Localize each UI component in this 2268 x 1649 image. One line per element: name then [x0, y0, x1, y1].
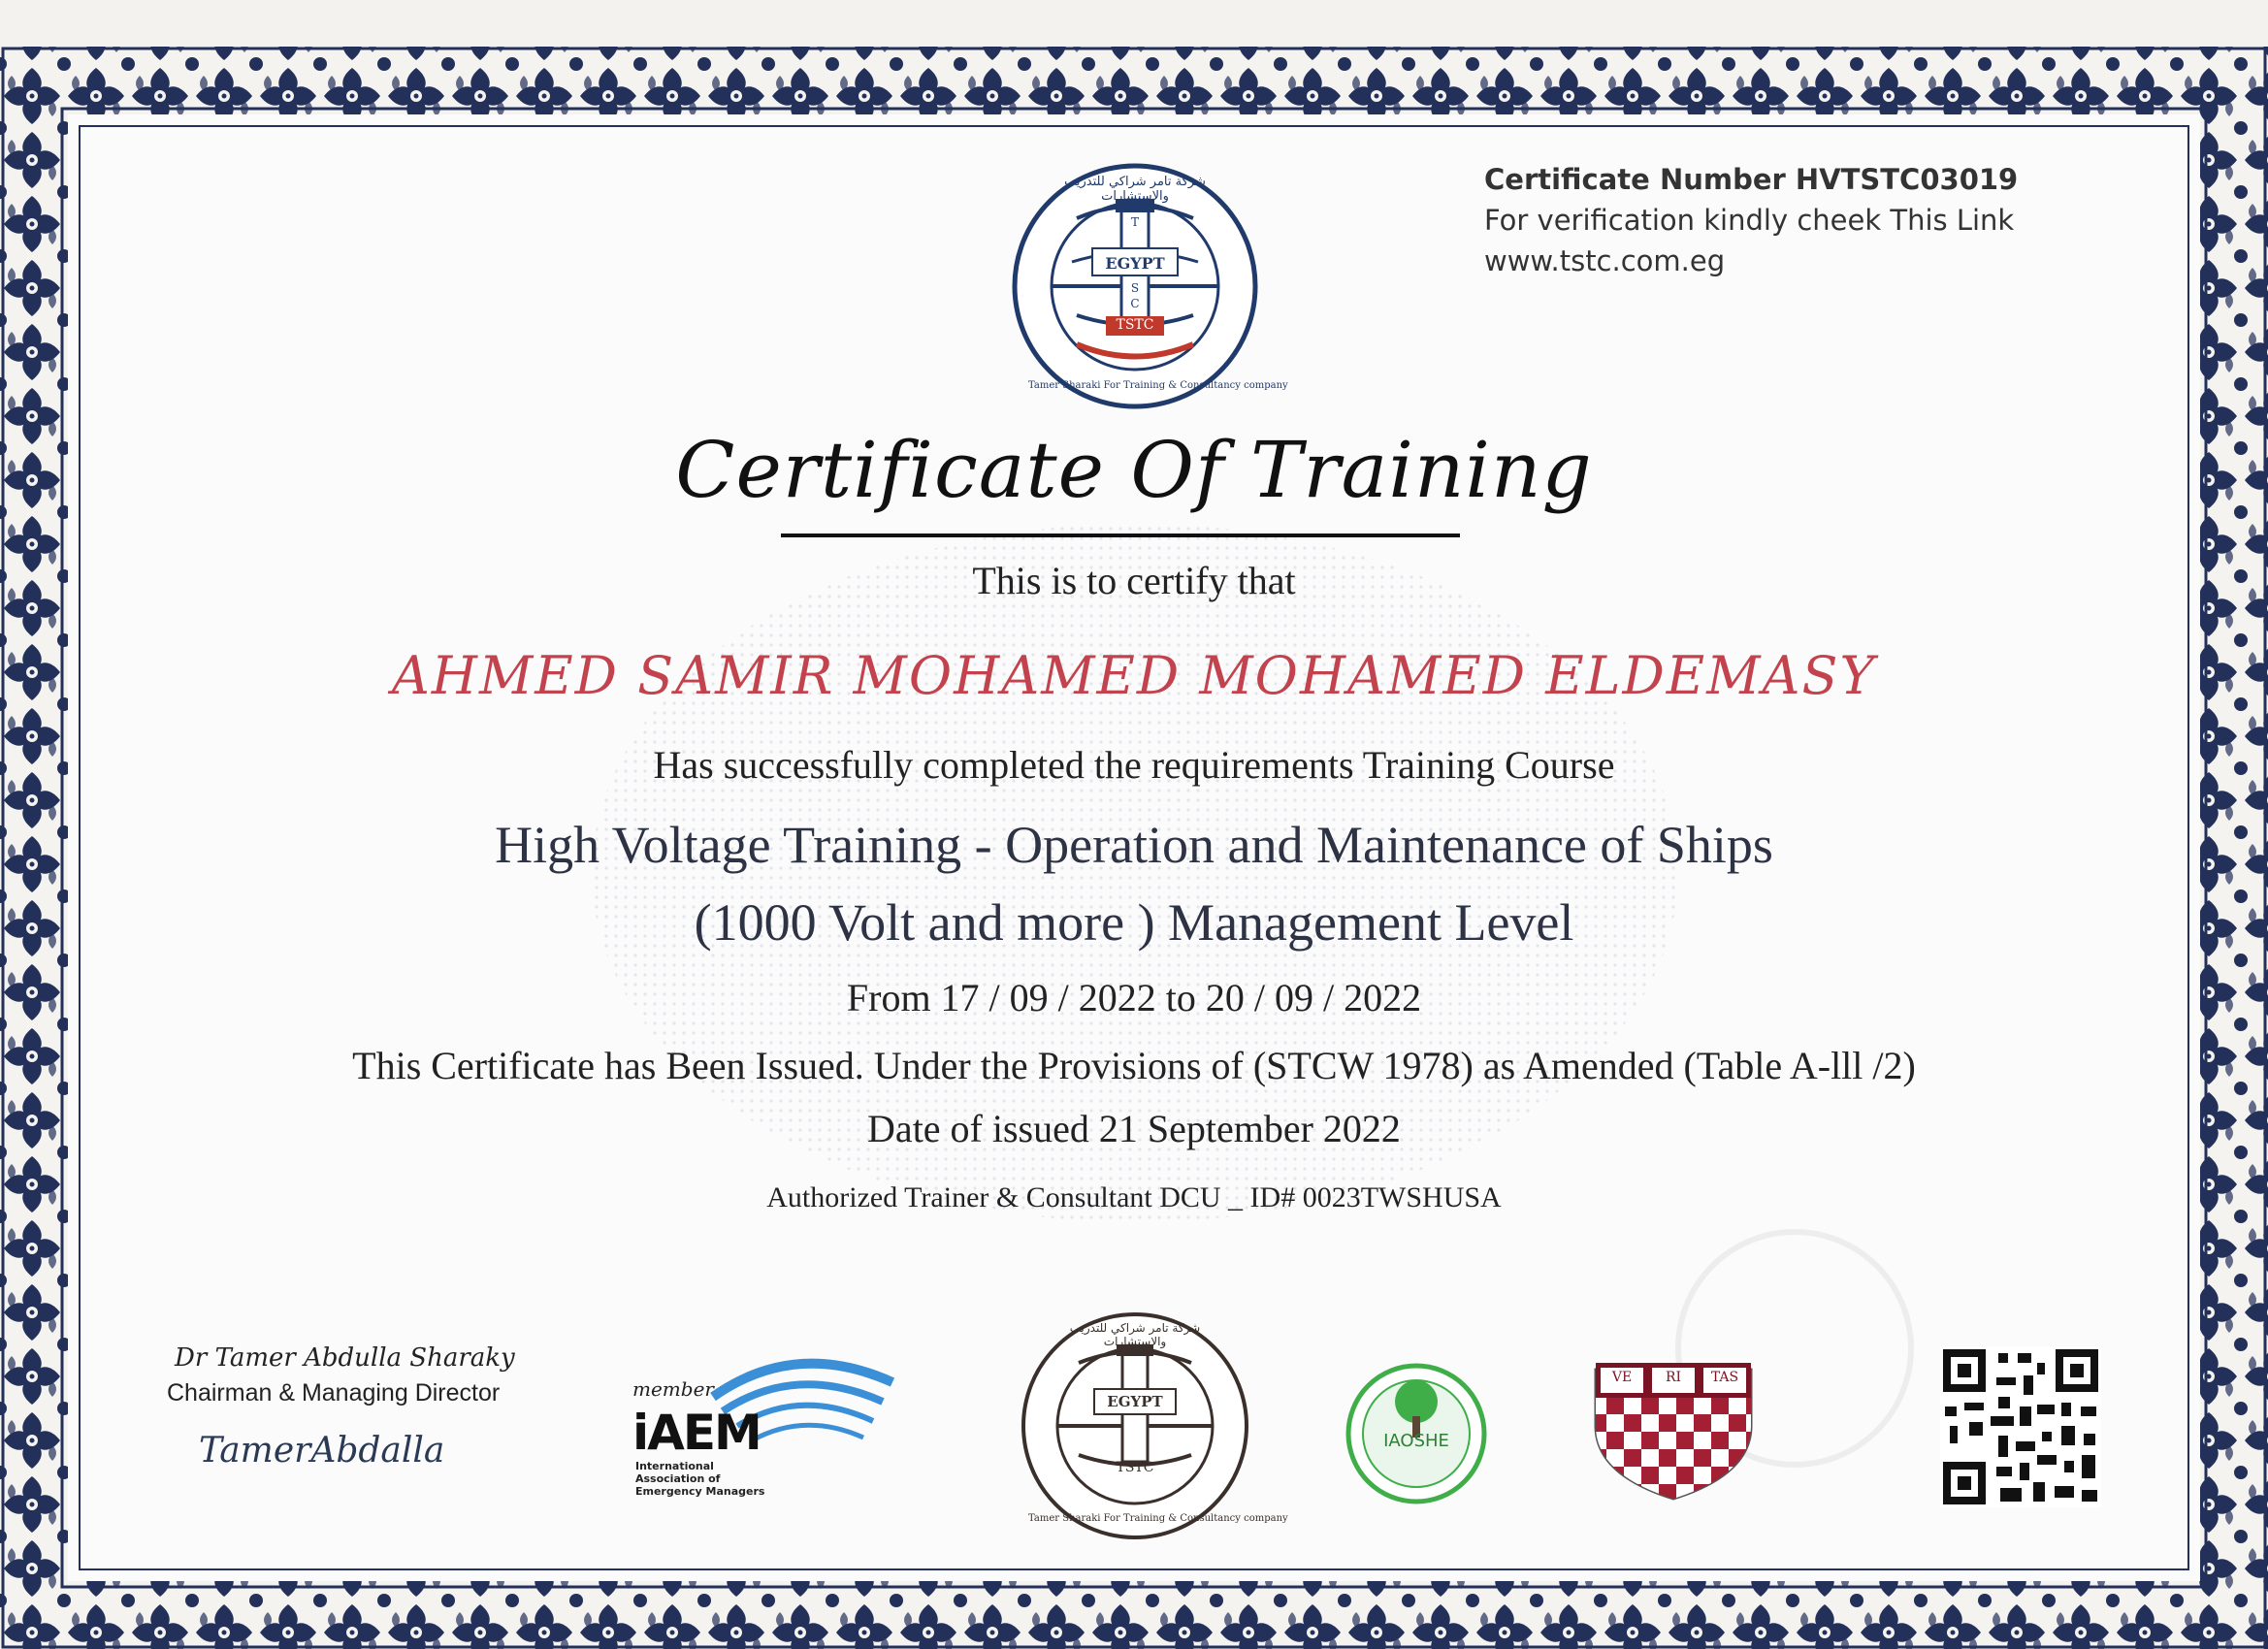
- certify-line: This is to certify that: [972, 559, 1296, 602]
- iaem-abbr: iAEM: [632, 1405, 761, 1461]
- veritas-letters-2: RI: [1665, 1370, 1682, 1385]
- iaem-line-3: Emergency Managers: [635, 1485, 765, 1498]
- iaoshe-label: IAOSHE: [1383, 1431, 1449, 1451]
- seal-country-bottom: EGYPT: [1107, 1393, 1163, 1410]
- iaem-line-1: International: [635, 1460, 714, 1472]
- seal-english-bottom: Tamer Sharaki For Training & Consultancy company: [1028, 1513, 1288, 1524]
- seal-abbr-bottom: TSTC: [1116, 1460, 1154, 1475]
- recipient-name: AHMED SAMIR MOHAMED MOHAMED ELDEMASY: [391, 645, 1877, 706]
- signatory-name: Dr Tamer Abdulla Sharaky: [175, 1343, 515, 1373]
- provisions-line: This Certificate has Been Issued. Under the Provisions of (STCW 1978) as Amended (Table A-lll /2): [352, 1044, 1916, 1087]
- seal-abbr-top: TSTC: [1116, 317, 1154, 333]
- handwritten-signature: TamerAbdalla: [199, 1431, 445, 1471]
- seal-arabic-top: شركة تامر شراكي للتدريب والاستشارات: [1064, 175, 1206, 204]
- verification-text: For verification kindly cheek This Link: [1484, 204, 2015, 237]
- seal-tower-letter-3: C: [1130, 297, 1140, 310]
- certificate-number: Certificate Number HVTSTC03019: [1484, 163, 2019, 196]
- trainer-id-line: Authorized Trainer & Consultant DCU _ ID# 0023TWSHUSA: [766, 1181, 1502, 1213]
- seal-arabic-bottom: شركة تامر شراكي للتدريب والاستشارات: [1069, 1321, 1201, 1348]
- completed-line: Has successfully completed the requirements Training Course: [653, 743, 1615, 787]
- seal-tower-letter-1: T: [1130, 215, 1139, 229]
- seal-country-top: EGYPT: [1105, 254, 1165, 273]
- certificate-title: Certificate Of Training: [675, 425, 1593, 515]
- date-issued: Date of issued 21 September 2022: [867, 1107, 1401, 1150]
- qr-code: [1940, 1346, 2101, 1507]
- verification-link[interactable]: www.tstc.com.eg: [1484, 244, 1726, 277]
- course-date-range: From 17 / 09 / 2022 to 20 / 09 / 2022: [846, 976, 1422, 1019]
- title-underline: [781, 534, 1460, 537]
- iaem-member-label: member: [632, 1377, 714, 1401]
- veritas-letters-1: VE: [1611, 1370, 1633, 1385]
- seal-tower-letter-2: S: [1130, 281, 1140, 295]
- course-title-line-2: (1000 Volt and more ) Management Level: [694, 893, 1574, 952]
- signatory-role: Chairman & Managing Director: [167, 1379, 501, 1406]
- course-title-line-1: High Voltage Training - Operation and Maintenance of Ships: [495, 816, 1773, 874]
- seal-english-top: Tamer Sharaki For Training & Consultancy company: [1028, 380, 1288, 391]
- iaem-line-2: Association of: [635, 1472, 721, 1485]
- veritas-letters-3: TAS: [1710, 1370, 1739, 1385]
